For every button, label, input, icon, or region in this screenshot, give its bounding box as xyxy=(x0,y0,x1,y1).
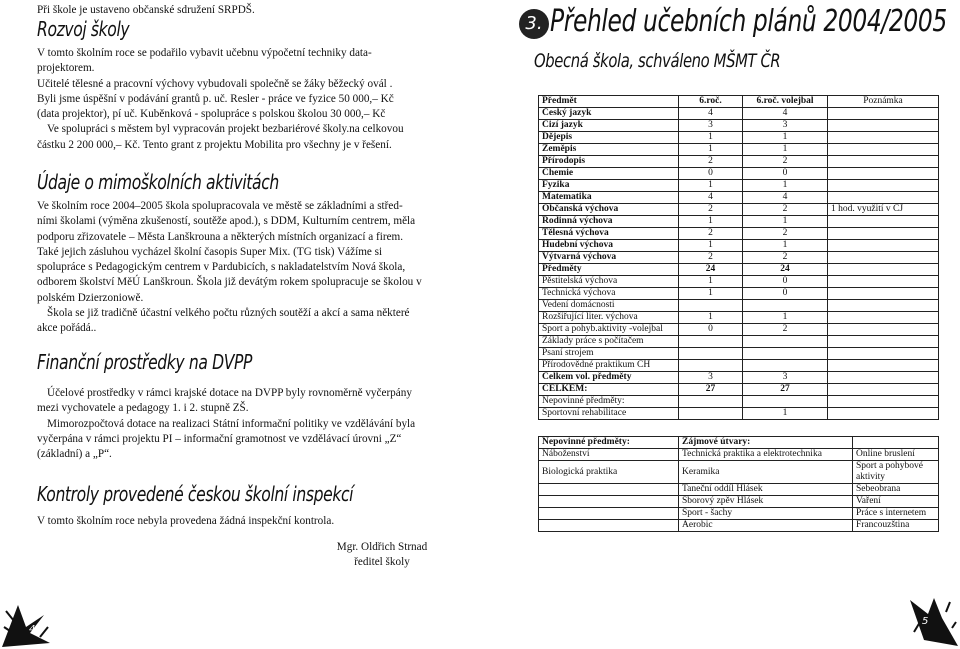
plan-subject: Sport a pohyb.aktivity -volejbal xyxy=(539,324,679,336)
plan-hours-volejbal: 1 xyxy=(743,240,828,252)
plan-note xyxy=(828,180,939,192)
plan-hours-volejbal: 2 xyxy=(743,252,828,264)
plan-subject: Fyzika xyxy=(539,180,679,192)
plan-hours-6: 1 xyxy=(679,240,743,252)
plan-subject: Technická výchova xyxy=(539,288,679,300)
udaje-line: Také jejich zásluhou vycházel školní časopis Super Mix. (TG tisk) Vážíme si xyxy=(37,245,383,258)
plan-table xyxy=(538,95,939,420)
plan-header-cell: 6.roč. volejbal xyxy=(743,96,828,108)
signature-role: ředitel školy xyxy=(354,556,410,569)
plan-hours-6 xyxy=(679,396,743,408)
plan-subject: Sportovní rehabilitace xyxy=(539,408,679,420)
activities-cell: Taneční oddíl Hlásek xyxy=(679,484,853,496)
plan-hours-volejbal xyxy=(743,360,828,372)
activities-cell: Sebeobrana xyxy=(853,484,939,496)
plan-header-cell: Poznámka xyxy=(828,96,939,108)
activities-table xyxy=(538,436,939,532)
plan-hours-6: 3 xyxy=(679,372,743,384)
plan-hours-volejbal: 2 xyxy=(743,228,828,240)
signature-name: Mgr. Oldřich Strnad xyxy=(336,541,428,553)
plan-note xyxy=(828,324,939,336)
plan-subject: Předměty xyxy=(539,264,679,276)
plan-hours-6: 1 xyxy=(679,276,743,288)
intro-text: Při škole je ustaveno občanské sdružení SRPDŠ. xyxy=(37,4,255,16)
plan-hours-6: 2 xyxy=(679,252,743,264)
financni-text xyxy=(37,386,432,462)
plan-hours-6: 0 xyxy=(679,168,743,180)
activities-cell: Sport a pohybové aktivity xyxy=(853,461,939,484)
plan-hours-volejbal xyxy=(743,336,828,348)
plan-row xyxy=(539,168,939,180)
plan-hours-6: 4 xyxy=(679,108,743,120)
plan-row xyxy=(539,336,939,348)
plan-hours-volejbal: 4 xyxy=(743,108,828,120)
activities-cell: Online bruslení xyxy=(853,449,939,461)
plan-hours-6: 2 xyxy=(679,156,743,168)
activities-cell: Nepovinné předměty: xyxy=(539,437,679,449)
plan-header-cell: 6.roč. xyxy=(679,96,743,108)
rozvoj-line: částku 2 200 000,– Kč. Tento grant z projektu Mobilita pro všechny je v řešení. xyxy=(37,138,392,151)
plan-hours-6: 1 xyxy=(679,144,743,156)
page-number-left: 4 xyxy=(29,624,36,635)
plan-hours-volejbal xyxy=(743,300,828,312)
plan-subject: Celkem vol. předměty xyxy=(539,372,679,384)
plan-row xyxy=(539,300,939,312)
plan-note xyxy=(828,408,939,420)
plan-note: 1 hod. využití v CJ xyxy=(828,204,939,216)
plan-hours-6: 2 xyxy=(679,204,743,216)
plan-row xyxy=(539,348,939,360)
udaje-line: spolupráce s Pedagogickým centrem v Pardubicích, s nakladatelstvím Nová škola, xyxy=(37,261,406,274)
udaje-text xyxy=(37,199,432,337)
activities-row xyxy=(539,461,939,484)
signature xyxy=(322,540,442,571)
page-number-right: 5 xyxy=(922,616,929,627)
activities-row xyxy=(539,520,939,532)
plan-note xyxy=(828,132,939,144)
corner-ornament-left xyxy=(0,597,52,649)
plan-hours-volejbal: 1 xyxy=(743,312,828,324)
plan-header-cell: Předmět xyxy=(539,96,679,108)
plan-hours-6: 2 xyxy=(679,228,743,240)
rozvoj-line: Učitelé tělesné a pracovní výchovy vybudovali společně se žáky běžecký ovál . xyxy=(37,77,393,90)
activities-row xyxy=(539,437,939,449)
plan-hours-volejbal: 3 xyxy=(743,120,828,132)
plan-hours-6: 1 xyxy=(679,216,743,228)
plan-row xyxy=(539,264,939,276)
activities-cell: Biologická praktika xyxy=(539,461,679,484)
plan-hours-volejbal: 1 xyxy=(743,408,828,420)
plan-row xyxy=(539,192,939,204)
plan-subject: Dějepis xyxy=(539,132,679,144)
financni-line: Mimorozpočtová dotace na realizaci Státní informační politiky ve vzdělávání byla xyxy=(47,417,416,430)
plan-hours-volejbal: 1 xyxy=(743,132,828,144)
plan-row xyxy=(539,276,939,288)
plan-subject: Chemie xyxy=(539,168,679,180)
plan-row xyxy=(539,180,939,192)
plan-row xyxy=(539,204,939,216)
rozvoj-heading: Rozvoj školy xyxy=(37,17,130,41)
plan-hours-volejbal xyxy=(743,348,828,360)
plan-subject: Zeměpis xyxy=(539,144,679,156)
activities-cell: Zájmové útvary: xyxy=(679,437,853,449)
plan-row xyxy=(539,252,939,264)
plan-row xyxy=(539,384,939,396)
plan-subject: Výtvarná výchova xyxy=(539,252,679,264)
plan-hours-6: 3 xyxy=(679,120,743,132)
rozvoj-line: projektorem. xyxy=(37,62,95,75)
udaje-line: ními školami (výměna zkušeností, soutěže apod.), s DDM, Kulturním centrem, měla xyxy=(37,215,416,228)
page-subtitle: Obecná škola, schváleno MŠMT ČR xyxy=(534,50,781,72)
rozvoj-line: Ve spolupráci s městem byl vypracován projekt bezbariérové školy.na celkovou xyxy=(47,123,404,136)
plan-subject: CELKEM: xyxy=(539,384,679,396)
plan-row xyxy=(539,144,939,156)
plan-note xyxy=(828,192,939,204)
plan-subject: Přírodopis xyxy=(539,156,679,168)
plan-hours-6: 24 xyxy=(679,264,743,276)
plan-hours-6 xyxy=(679,300,743,312)
corner-ornament-right xyxy=(906,592,960,649)
plan-note xyxy=(828,360,939,372)
plan-subject: Nepovinné předměty: xyxy=(539,396,679,408)
rozvoj-line: Byli jsme úspěšní v podávání grantů p. uč. Resler - práce ve fyzice 50 000,– Kč xyxy=(37,92,394,105)
activities-cell: Technická praktika a elektrotechnika xyxy=(679,449,853,461)
financni-line: mezi vychovatele a pedagogy 1. i 2. stupně ZŠ. xyxy=(37,402,249,415)
plan-subject: Cizí jazyk xyxy=(539,120,679,132)
plan-row xyxy=(539,120,939,132)
udaje-line: akce pořádá.. xyxy=(37,322,97,335)
activities-row xyxy=(539,484,939,496)
plan-hours-6 xyxy=(679,360,743,372)
plan-hours-volejbal: 1 xyxy=(743,216,828,228)
activities-cell: Francouzština xyxy=(853,520,939,532)
plan-hours-volejbal: 2 xyxy=(743,204,828,216)
plan-row xyxy=(539,132,939,144)
udaje-line: polském Dzierzoniowě. xyxy=(37,291,144,304)
activities-cell: Práce s internetem xyxy=(853,508,939,520)
plan-subject: Rodinná výchova xyxy=(539,216,679,228)
plan-hours-6 xyxy=(679,348,743,360)
plan-subject: Tělesná výchova xyxy=(539,228,679,240)
rozvoj-line: V tomto školním roce se podařilo vybavit učebnu výpočetní techniky data- xyxy=(37,47,372,59)
activities-cell xyxy=(539,496,679,508)
udaje-heading: Údaje o mimoškolních aktivitách xyxy=(37,170,279,194)
plan-row xyxy=(539,408,939,420)
plan-row xyxy=(539,312,939,324)
activities-row xyxy=(539,508,939,520)
plan-subject: Český jazyk xyxy=(539,108,679,120)
plan-hours-6: 4 xyxy=(679,192,743,204)
section-title xyxy=(525,4,947,40)
financni-heading: Finanční prostředky na DVPP xyxy=(37,350,253,374)
plan-hours-volejbal: 0 xyxy=(743,276,828,288)
activities-cell: Aerobic xyxy=(679,520,853,532)
plan-hours-volejbal: 3 xyxy=(743,372,828,384)
plan-hours-6: 1 xyxy=(679,132,743,144)
activities-cell xyxy=(853,437,939,449)
plan-subject: Vedení domácnosti xyxy=(539,300,679,312)
plan-hours-6: 0 xyxy=(679,324,743,336)
plan-note xyxy=(828,348,939,360)
plan-subject: Rozšiřující liter. výchova xyxy=(539,312,679,324)
page-title: Přehled učebních plánů 2004/2005 xyxy=(550,4,947,39)
plan-note xyxy=(828,384,939,396)
udaje-line: Škola se již tradičně účastní velkého počtu různých soutěží a akcí a sama některé xyxy=(47,307,410,320)
plan-subject: Přírodovědné praktikum CH xyxy=(539,360,679,372)
plan-hours-6: 1 xyxy=(679,312,743,324)
plan-note xyxy=(828,252,939,264)
plan-note xyxy=(828,264,939,276)
plan-hours-volejbal xyxy=(743,396,828,408)
plan-note xyxy=(828,276,939,288)
rozvoj-text xyxy=(37,46,432,153)
plan-row xyxy=(539,156,939,168)
rozvoj-line: (data projektor), pí uč. Kuběnková - spolupráce s polskou školou 30 000,– Kč xyxy=(37,108,386,121)
plan-note xyxy=(828,108,939,120)
plan-hours-6: 1 xyxy=(679,180,743,192)
plan-row xyxy=(539,228,939,240)
plan-subject: Základy práce s počítačem xyxy=(539,336,679,348)
kontroly-heading: Kontroly provedené českou školní inspekcí xyxy=(37,482,354,506)
plan-hours-6 xyxy=(679,408,743,420)
plan-hours-6 xyxy=(679,336,743,348)
plan-header-row xyxy=(539,96,939,108)
plan-note xyxy=(828,288,939,300)
activities-cell: Sborový zpěv Hlásek xyxy=(679,496,853,508)
plan-row xyxy=(539,324,939,336)
section-number: 3. xyxy=(519,9,549,39)
plan-hours-volejbal: 4 xyxy=(743,192,828,204)
plan-hours-volejbal: 0 xyxy=(743,288,828,300)
plan-subject: Občanská výchova xyxy=(539,204,679,216)
plan-note xyxy=(828,312,939,324)
plan-row xyxy=(539,360,939,372)
kontroly-text: V tomto školním roce nebyla provedena žádná inspekční kontrola. xyxy=(37,515,335,527)
plan-subject: Hudební výchova xyxy=(539,240,679,252)
plan-row xyxy=(539,372,939,384)
activities-cell: Sport - šachy xyxy=(679,508,853,520)
plan-hours-volejbal: 1 xyxy=(743,144,828,156)
plan-row xyxy=(539,108,939,120)
plan-subject: Matematika xyxy=(539,192,679,204)
plan-row xyxy=(539,240,939,252)
plan-row xyxy=(539,216,939,228)
financni-line: (základní) a „P“. xyxy=(37,448,112,461)
financni-line: Účelové prostředky v rámci krajské dotace na DVPP byly rovnoměrně vyčerpány xyxy=(47,387,412,399)
plan-hours-volejbal: 24 xyxy=(743,264,828,276)
udaje-line: odborem školství MěÚ Lanškroun. Škola již devátým rokem spolupracuje se školou v xyxy=(37,276,422,289)
activities-cell: Keramika xyxy=(679,461,853,484)
plan-note xyxy=(828,156,939,168)
plan-subject: Pěstitelská výchova xyxy=(539,276,679,288)
activities-cell xyxy=(539,520,679,532)
plan-row xyxy=(539,288,939,300)
activities-cell xyxy=(539,508,679,520)
plan-hours-6: 27 xyxy=(679,384,743,396)
financni-line: vyčerpána v rámci projektu PI – informační gramotnost ve vzdělávací úrovni „Z“ xyxy=(37,432,402,445)
plan-hours-volejbal: 2 xyxy=(743,156,828,168)
plan-note xyxy=(828,372,939,384)
udaje-line: podporu zřizovatele – Města Lanškrouna a některých místních organizací a firem. xyxy=(37,230,404,243)
activities-row xyxy=(539,496,939,508)
plan-hours-volejbal: 27 xyxy=(743,384,828,396)
activities-cell xyxy=(539,484,679,496)
plan-hours-volejbal: 1 xyxy=(743,180,828,192)
plan-note xyxy=(828,216,939,228)
activities-row xyxy=(539,449,939,461)
plan-note xyxy=(828,300,939,312)
plan-note xyxy=(828,144,939,156)
plan-hours-volejbal: 0 xyxy=(743,168,828,180)
plan-note xyxy=(828,168,939,180)
activities-cell: Vaření xyxy=(853,496,939,508)
activities-cell: Náboženství xyxy=(539,449,679,461)
plan-note xyxy=(828,396,939,408)
plan-hours-6: 1 xyxy=(679,288,743,300)
plan-note xyxy=(828,228,939,240)
plan-note xyxy=(828,120,939,132)
plan-hours-volejbal: 2 xyxy=(743,324,828,336)
plan-note xyxy=(828,336,939,348)
plan-note xyxy=(828,240,939,252)
plan-subject: Psaní strojem xyxy=(539,348,679,360)
udaje-line: Ve školním roce 2004–2005 škola spolupracovala ve městě se základními a střed- xyxy=(37,200,403,212)
plan-row xyxy=(539,396,939,408)
